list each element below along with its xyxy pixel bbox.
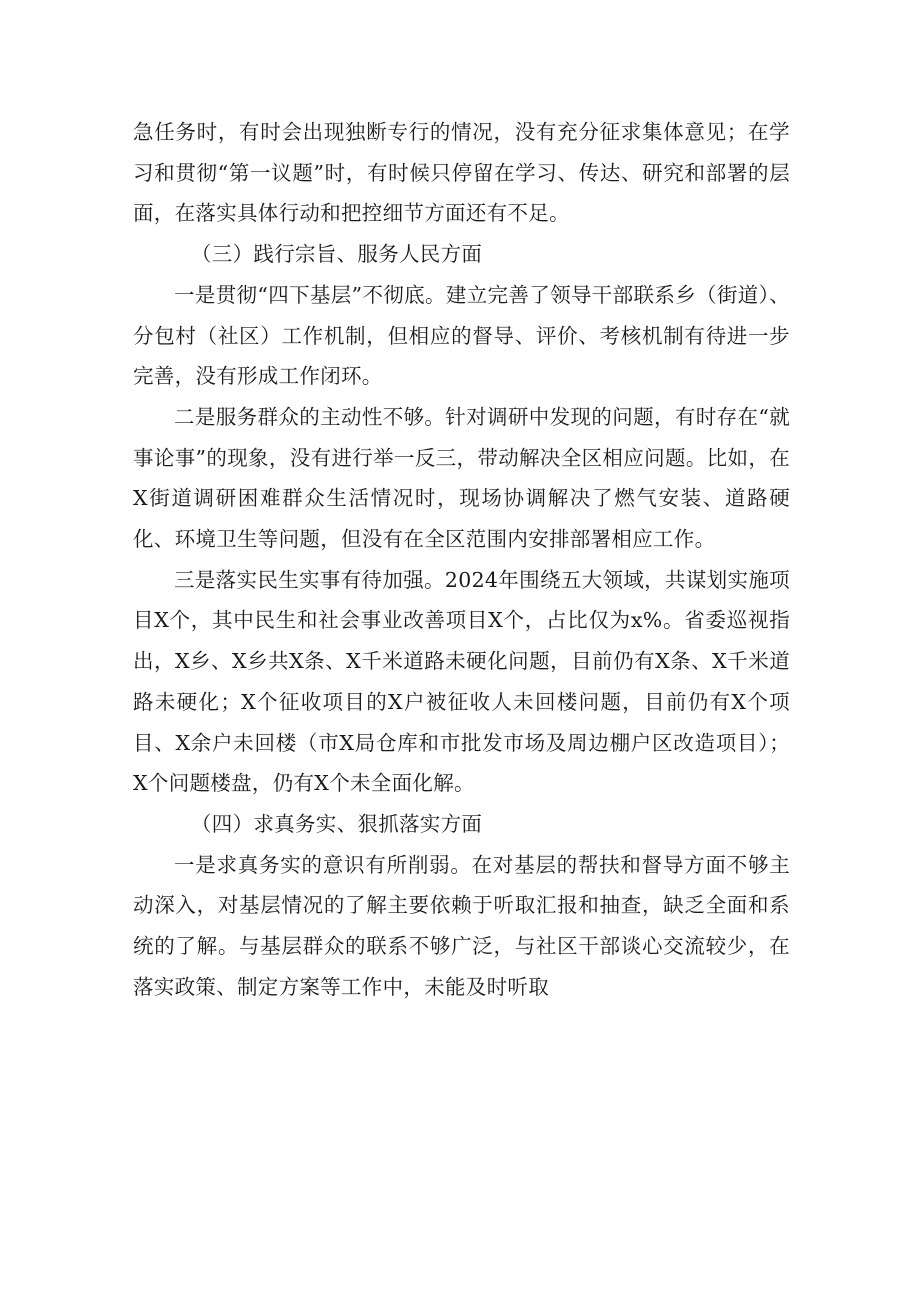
section-3-heading: （三）践行宗旨、服务人民方面 [191, 242, 483, 267]
section-3-paragraph-2: 二是服务群众的主动性不够。针对调研中发现的问题，有时存在“就事论事”的现象，没有进行举一反三，带动解决全区相应问题。比如，在X街道调研困难群众生活情况时，现场协调解决了燃气安装、道路硬化、环境卫生等问题，但没有在全区范围内安排部署相应工作。 [133, 404, 790, 552]
continuation-paragraph: 急任务时，有时会出现独断专行的情况，没有充分征求集体意见；在学习和贯彻“第一议题”时，有时候只停留在学习、传达、研究和部署的层面，在落实具体行动和把控细节方面还有不足。 [133, 120, 790, 226]
section-4-paragraph-1: 一是求真务实的意识有所削弱。在对基层的帮扶和督导方面不够主动深入，对基层情况的了解主要依赖于听取汇报和抽查，缺乏全面和系统的了解。与基层群众的联系不够广泛，与社区干部谈心交流较少，在落实政策、制定方案等工作中，未能及时听取 [133, 852, 790, 999]
section-3-paragraph-3: 三是落实民生实事有待加强。2024年围绕五大领域，共谋划实施项目X个，其中民生和社会事业改善项目X个，占比仅为x%。省委巡视指出，X乡、X乡共X条、X千米道路未硬化问题，目前仍有X条、X千米道路未硬化；X个征收项目的X户被征收人未回楼问题，目前仍有X个项目、X余户未回楼（市X局仓库和市批发市场及周边棚户区改造项目）；X个问题楼盘，仍有X个未全面化解。 [133, 567, 790, 796]
section-4-heading: （四）求真务实、狠抓落实方面 [191, 811, 483, 836]
document-body [133, 112, 790, 1007]
section-3-paragraph-1: 一是贯彻“四下基层”不彻底。建立完善了领导干部联系乡（街道）、分包村（社区）工作机制，但相应的督导、评价、考核机制有待进一步完善，没有形成工作闭环。 [133, 282, 790, 389]
